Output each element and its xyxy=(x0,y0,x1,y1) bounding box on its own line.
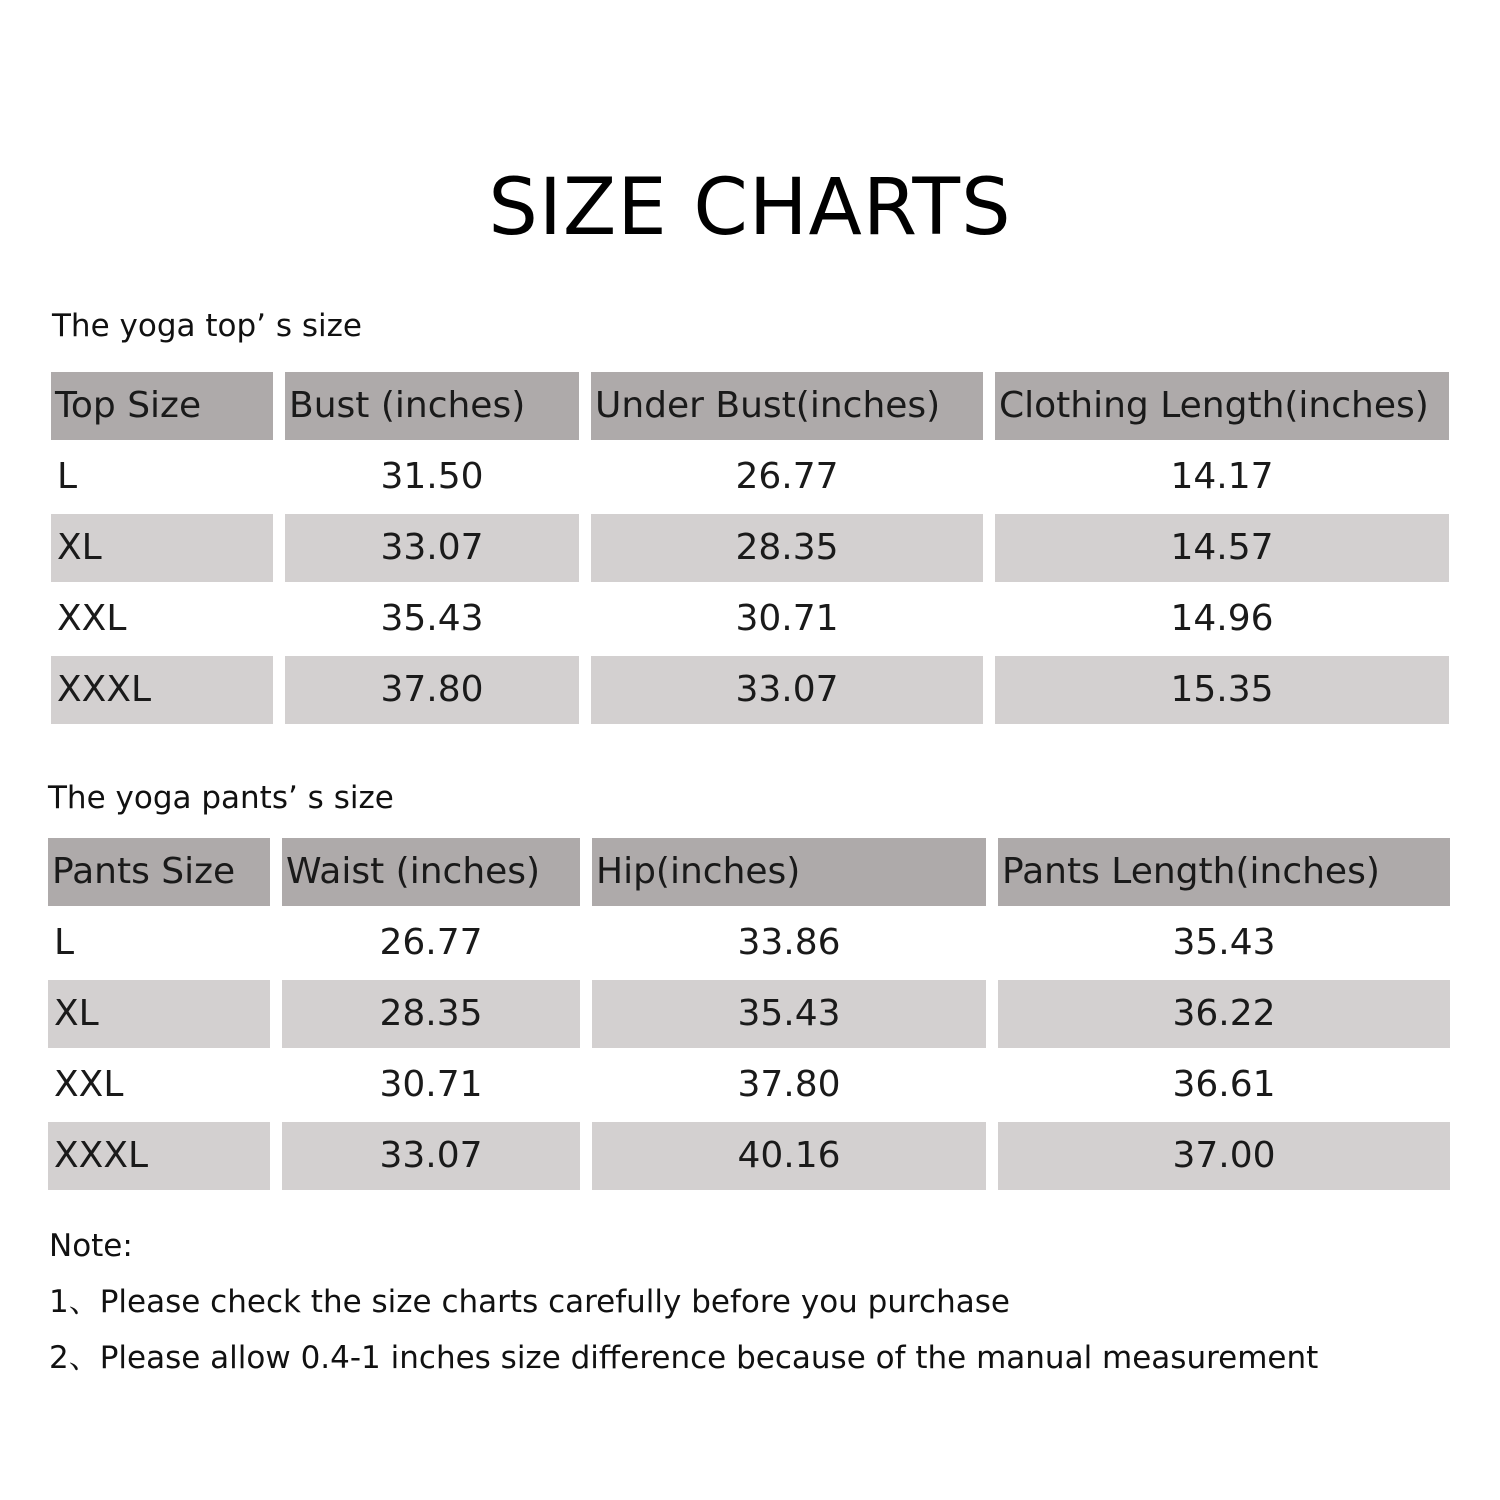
hip-cell: 35.43 xyxy=(592,980,986,1048)
header-pants-size: Pants Size xyxy=(48,838,270,906)
pants-length-cell: 36.61 xyxy=(998,1051,1450,1119)
header-top-size: Top Size xyxy=(51,372,273,440)
bust-cell: 33.07 xyxy=(285,514,579,582)
note-item: 2、Please allow 0.4-1 inches size difference because of the manual measurement xyxy=(49,1340,1319,1376)
note-heading: Note: xyxy=(49,1228,133,1264)
clothing-length-cell: 14.96 xyxy=(995,585,1449,653)
pants-length-cell: 35.43 xyxy=(998,909,1450,977)
pants-size-caption: The yoga pants’ s size xyxy=(48,780,394,816)
table-row xyxy=(48,1122,1450,1190)
bust-cell: 35.43 xyxy=(285,585,579,653)
table-row xyxy=(48,980,1450,1048)
size-cell: L xyxy=(48,909,270,977)
top-size-table xyxy=(39,369,1461,727)
waist-cell: 28.35 xyxy=(282,980,580,1048)
header-under-bust: Under Bust(inches) xyxy=(591,372,983,440)
bust-cell: 31.50 xyxy=(285,443,579,511)
size-cell: XXL xyxy=(51,585,273,653)
note-item: 1、Please check the size charts carefully before you purchase xyxy=(49,1284,1010,1320)
pants-size-table xyxy=(36,835,1462,1193)
clothing-length-cell: 15.35 xyxy=(995,656,1449,724)
size-cell: XXL xyxy=(48,1051,270,1119)
under-bust-cell: 26.77 xyxy=(591,443,983,511)
pants-length-cell: 37.00 xyxy=(998,1122,1450,1190)
clothing-length-cell: 14.57 xyxy=(995,514,1449,582)
header-hip: Hip(inches) xyxy=(592,838,986,906)
size-cell: XXXL xyxy=(48,1122,270,1190)
page-title: SIZE CHARTS xyxy=(488,163,1012,253)
table-row xyxy=(48,1051,1450,1119)
bust-cell: 37.80 xyxy=(285,656,579,724)
hip-cell: 40.16 xyxy=(592,1122,986,1190)
table-row xyxy=(51,443,1449,511)
table-row xyxy=(51,585,1449,653)
table-row xyxy=(48,909,1450,977)
table-row xyxy=(51,656,1449,724)
clothing-length-cell: 14.17 xyxy=(995,443,1449,511)
size-cell: L xyxy=(51,443,273,511)
pants-length-cell: 36.22 xyxy=(998,980,1450,1048)
under-bust-cell: 30.71 xyxy=(591,585,983,653)
waist-cell: 26.77 xyxy=(282,909,580,977)
size-cell: XXXL xyxy=(51,656,273,724)
top-size-caption: The yoga top’ s size xyxy=(52,308,362,344)
header-bust: Bust (inches) xyxy=(285,372,579,440)
note-block xyxy=(49,1218,1318,1386)
waist-cell: 33.07 xyxy=(282,1122,580,1190)
header-clothing-length: Clothing Length(inches) xyxy=(995,372,1449,440)
hip-cell: 33.86 xyxy=(592,909,986,977)
header-waist: Waist (inches) xyxy=(282,838,580,906)
table-header-row xyxy=(51,372,1449,440)
hip-cell: 37.80 xyxy=(592,1051,986,1119)
under-bust-cell: 33.07 xyxy=(591,656,983,724)
header-pants-length: Pants Length(inches) xyxy=(998,838,1450,906)
table-row xyxy=(51,514,1449,582)
table-header-row xyxy=(48,838,1450,906)
size-cell: XL xyxy=(51,514,273,582)
size-cell: XL xyxy=(48,980,270,1048)
waist-cell: 30.71 xyxy=(282,1051,580,1119)
under-bust-cell: 28.35 xyxy=(591,514,983,582)
